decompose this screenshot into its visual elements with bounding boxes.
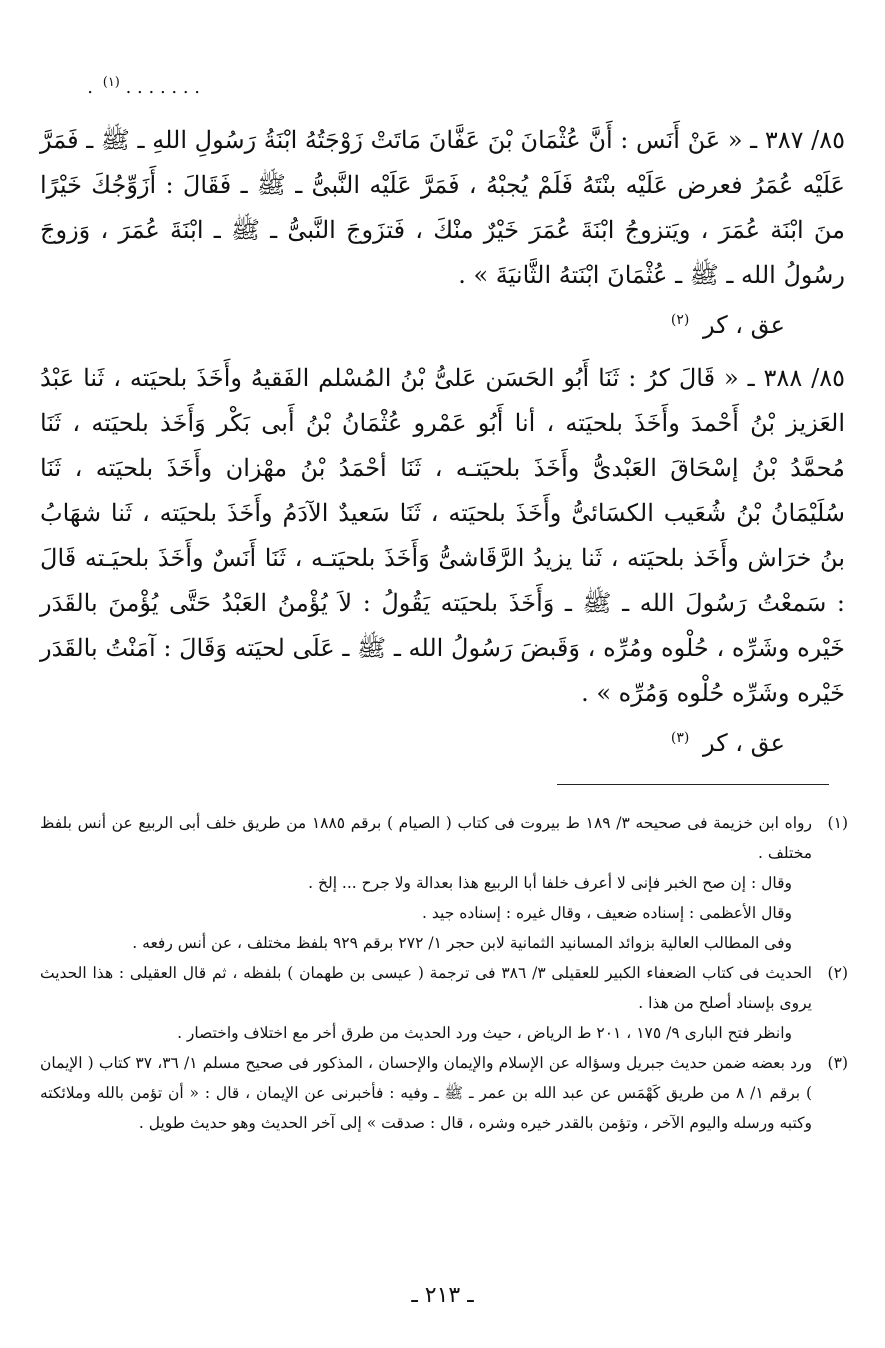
footnote-line: وانظر فتح البارى ٩/ ١٧٥ ، ٢٠١ ط الرياض ، حيث ورد الحديث من طرق أخر مع اختلاف واختصار . (177, 1024, 792, 1042)
hadith-number: ٨٥/ ٣٨٨ (763, 364, 845, 392)
footnote-number: (١) (827, 814, 848, 832)
footnote-line: رواه ابن خزيمة فى صحيحه ٣/ ١٨٩ ط بيروت فى كتاب ( الصيام ) برقم ١٨٨٥ من طريق خلف أبى الربيع عن أنس بلفظ مختلف . (40, 814, 812, 862)
footnote-number: (٣) (827, 1054, 848, 1072)
footnote-3 (40, 1048, 848, 1138)
footnote-ref-3: (٣) (670, 730, 690, 746)
footnotes (40, 808, 848, 1138)
footnote-separator (557, 784, 829, 785)
continuation-dots: . . . . . . . (125, 77, 200, 98)
continuation-line (0, 68, 320, 98)
source-text: عق ، كر (702, 729, 785, 757)
footnote-number: (٢) (827, 964, 848, 982)
footnote-ref-1: (١) (102, 75, 120, 90)
footnote-2 (40, 958, 848, 1048)
source-text: عق ، كر (702, 311, 785, 339)
footnote-line: الحديث فى كتاب الضعفاء الكبير للعقيلى ٣/ ٣٨٦ فى ترجمة ( عيسى بن طهمان ) بلفظه ، ثم قال العقيلى : هذا الحديث يروى بإسناد أصلح من هذا . (40, 964, 812, 1012)
hadith-387 (40, 118, 845, 298)
footnote-ref-2: (٢) (670, 312, 690, 328)
hadith-text: ـ « قَالَ كرُ : ثَنَا أَبُو الحَسَن عَلىُّ بْنُ المُسْلم الفَقيهُ وأَخَذَ بلحيَته ، ثَنا عَبْدُ العَزيز بْنُ أَحْمدَ وأَخَذَ بلحيَته ، أنا أَبُو عَمْرو عُثْمَانُ بْنُ أَبى بَكْر وَأَخَذ بلحيَته ، ثَنَا مُحمَّدُ بْنُ إسْحَاقَ العَبْدىُّ وأَخَذَ بلحيَتـه ، ثَنَا أحْمَدُ بْنُ مهْزان وأَخَذَ بلحيَته ، ثَنَا سُلَيْمَانُ بْنُ شُعَيب الكسَائىُّ وأَخَذَ بلحيَته ، ثَنَا سَعيدٌ الآدَمُ وأَخَذَ بلحيَته ، ثَنا شهَابُ بنُ خرَاش وأَخَذ بلحيَته ، ثَنا يزيدُ الرَّقَاشىُّ وَأَخَذَ بلحيَتـه ، ثَنَا أَنَسٌ وأَخَذَ بلحيَـته قَالَ : سَمعْتُ رَسُولَ الله ـ ﷺ ـ وَأَخَذَ بلحيَته يَقُولُ : لاَ يُؤْمنُ العَبْدُ حَتَّى يُؤْمنَ بالقَدَر خَيْره وشَرِّه ، حُلْوه ومُرِّه ، وَقَبضَ رَسُولُ الله ـ ﷺ ـ عَلَى لحيَته وَقَالَ : آمَنْتُ بالقَدَر خَيْره وشَرِّه حُلْوه وَمُرِّه » . (40, 364, 845, 707)
main-text (40, 118, 845, 766)
hadith-source (40, 716, 845, 766)
footnote-line: ورد بعضه ضمن حديث جبريل وسؤاله عن الإسلام والإيمان والإحسان ، المذكور فى صحيح مسلم ١/ ٣٦، ٣٧ كتاب ( الإيمان ) برقم ١/ ٨ من طريق كَهْمَس عن عبد الله بن عمر ـ ﷺ ـ وفيه : فأخبرنى عن الإيمان ، قال : « أن تؤمن بالله وملائكته وكتبه ورسله واليوم الآخر ، وتؤمن بالقدر خيره وشره ، قال : صدقت » إلى آخر الحديث وهو حديث طويل . (40, 1054, 812, 1132)
continuation-end: . (87, 77, 93, 98)
footnote-line: وقال : إن صح الخبر فإنى لا أعرف خلفا أبا الربيع هذا بعدالة ولا جرح ... إلخ . (308, 874, 792, 892)
footnote-1 (40, 808, 848, 958)
hadith-number: ٨٥/ ٣٨٧ (764, 126, 845, 154)
hadith-388 (40, 356, 845, 716)
footnote-line: وفى المطالب العالية بزوائد المسانيد الثمانية لابن حجر ١/ ٢٧٢ برقم ٩٢٩ بلفظ مختلف ، عن أنس رفعه . (132, 934, 792, 952)
hadith-source (40, 298, 845, 348)
page-number: ـ ٢١٣ ـ (411, 1283, 474, 1308)
hadith-text: ـ « عَنْ أَنَس : أَنَّ عُثْمَانَ بْنَ عَفَّانَ مَاتَتْ زَوْجَتُهُ ابْنَةُ رَسُولِ اللهِ ـ ﷺ ـ فَمَرَّ عَلَيْه عُمَرُ فعرض عَلَيْه بنْتَهُ فَلَمْ يُجبْهُ ، فَمَرَّ عَلَيْه النَّبىُّ ـ ﷺ ـ فَقَالَ : أَزَوِّجُكَ خَيْرًا منَ ابْنَة عُمَرَ ، ويَتزوجُ ابْنَةَ عُمَرَ خَيْرٌ منْكَ ، فَتزَوجَ النَّبىُّ ـ ﷺ ـ ابْنَةَ عُمَرَ ، وَزوجَ رسُولُ الله ـ ﷺ ـ عُثْمَانَ ابْنَتهُ الثَّانيَةَ » . (40, 126, 846, 289)
footnote-line: وقال الأعظمى : إسناده ضعيف ، وقال غيره : إسناده جيد . (422, 904, 792, 922)
